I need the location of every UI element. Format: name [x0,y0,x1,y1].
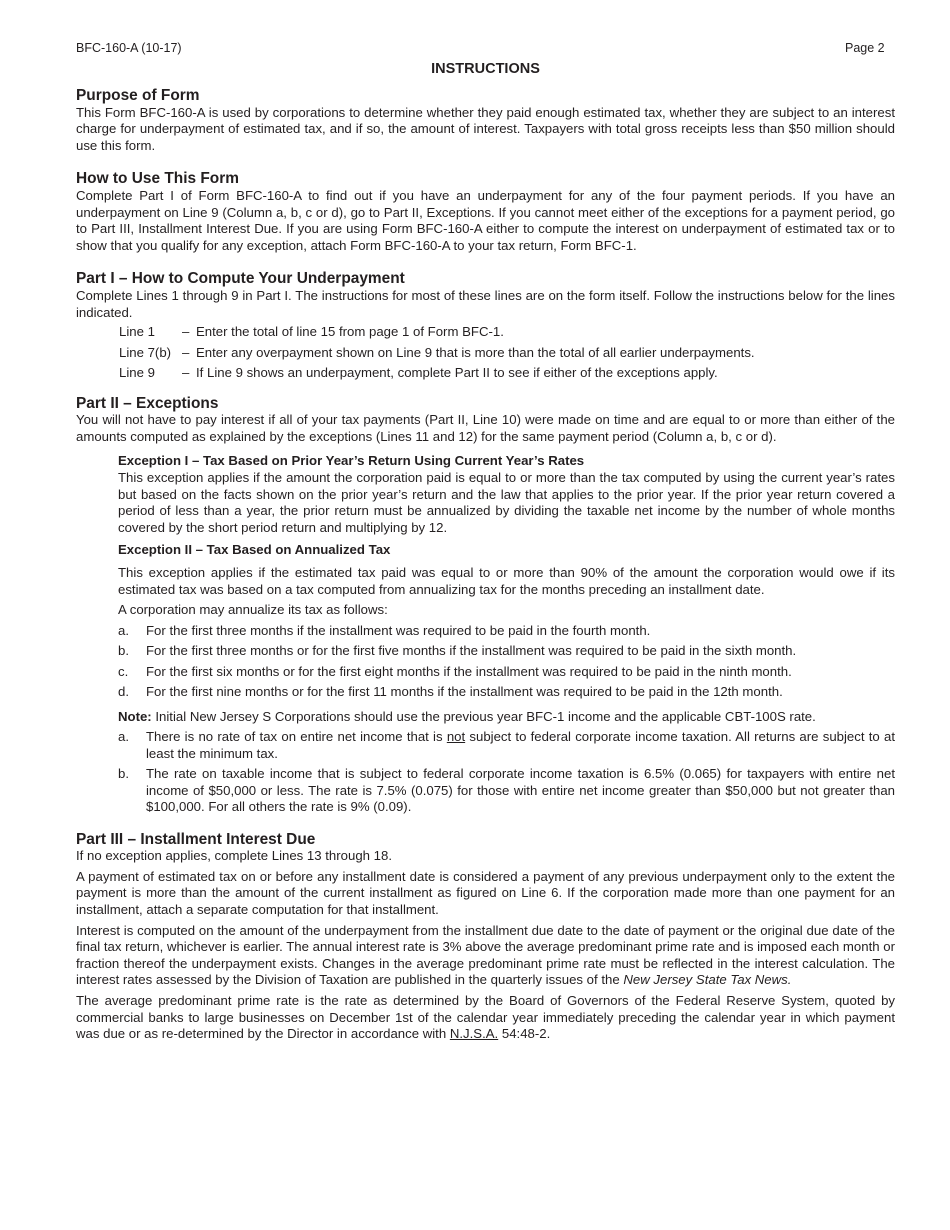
section-purpose [76,88,895,154]
note-paragraph [118,709,895,726]
line-text: Enter any overpayment shown on Line 9 that is more than the total of all earlier underpayments. [196,344,755,360]
list-item [118,664,895,681]
note-a-underlined: not [446,729,466,745]
section-text: This Form BFC-160-A is used by corporations to determine whether they paid enough estimated tax, whether they are subject to an interest charge for underpayment of estimated tax, and if so, the amount of interest. Taxpayers with total gross receipts less than $50 million should use this form. [76,104,895,153]
line-instruction-row [119,345,895,366]
section-heading: Part III – Installment Interest Due [76,830,316,848]
note-text: Initial New Jersey S Corporations should use the previous year BFC-1 income and the applicable CBT-100S rate. [151,708,816,724]
line-instruction-row [119,324,895,345]
line-text: If Line 9 shows an underpayment, complete Part II to see if either of the exceptions apply. [196,365,718,381]
list-marker: a. [118,622,129,638]
list-marker: b. [118,766,129,782]
list-item [118,643,895,660]
section-text: Complete Part I of Form BFC-160-A to find out if you have an underpayment for any of the four payment periods. If you have an underpayment on Line 9 (Column a, b, c or d), go to Part II, Exceptions. If you cannot meet either of the exceptions for a payment period, go to Part III, Installment Interest Due. If you are using Form BFC-160-A either to compute the interest on underpayment of estimated tax or to show that you qualify for any exception, attach Form BFC-160-A to your tax return, Form BFC-1. [76,187,895,253]
line-label: Line 7(b) [119,344,172,360]
note-a-text-end: subject to federal corporate income taxation. All returns are subject to at least the minimum tax. [146,729,895,761]
instructions-body [76,88,895,1043]
publication-name: New Jersey State Tax News. [623,972,792,988]
list-marker: a. [118,729,129,745]
annualize-intro: A corporation may annualize its tax as follows: [118,602,388,618]
list-item [118,766,895,816]
line-label: Line 9 [119,365,155,381]
note-list [118,729,895,816]
exception-text: This exception applies if the estimated tax paid was equal to or more than 90% of the amount the corporation would owe if its estimated tax was based on a tax computed from annualizing tax for the months preceding an installment date. [118,564,895,597]
line-dash: – [182,365,190,381]
exception-2 [118,542,895,816]
page-title: INSTRUCTIONS [431,61,540,77]
section-part-2 [76,396,895,816]
line-instruction-row [119,365,895,386]
annualize-list [118,623,895,701]
list-item [118,684,895,701]
list-item [118,729,895,762]
list-text: For the first three months if the installment was required to be paid in the fourth month. [146,622,651,638]
section-heading: Part I – How to Compute Your Underpayment [76,270,405,288]
line-dash: – [182,344,190,360]
list-text: For the first six months or for the first eight months if the installment was required to be paid in the ninth month. [146,663,792,679]
list-text: The rate on taxable income that is subject to federal corporate income taxation is 6.5% (0.065) for taxpayers with entire net income of $50,000 or less. The rate is 7.5% (0.075) for those with entire net income greater than $50,000 but not greater than $100,000. For all others the rate is 9% (0.09). [146,766,895,815]
section-text [76,923,895,989]
statute-number: 54:48-2. [498,1026,551,1042]
form-id: BFC-160-A (10-17) [76,41,182,55]
section-text: You will not have to pay interest if all of your tax payments (Part II, Line 10) were made on time and are equal to or more than either of the amounts computed as explained by the exceptions (Lines 11 and 12) for the same payment period (Column a, b, c or d). [76,412,895,444]
prime-rate-text: The average predominant prime rate is the rate as determined by the Board of Governors of the Federal Reserve System, quoted by commercial banks to large businesses on December 1st of the calendar year immediately preceding the calendar year in which payment was due or as re-determined by the Director in accordance with [76,993,895,1042]
exception-heading: Exception II – Tax Based on Annualized Tax [118,542,391,558]
interest-text: Interest is computed on the amount of the underpayment from the installment due date to the date of payment or the original due date of the final tax return, whichever is earlier. The annual interest rate is 3% above the average predominant prime rate and is imposed each month or fraction thereof the underpayment exists. Changes in the average predominant prime rate must be reflected in the interest calculation. The interest rates assessed by the Division of Taxation are published in the quarterly issues of the [76,922,895,988]
list-text: For the first three months or for the first five months if the installment was required to be paid in the sixth month. [146,643,797,659]
section-heading: Purpose of Form [76,87,200,104]
section-heading: Part II – Exceptions [76,394,219,412]
statute-reference: N.J.S.A. [449,1026,499,1042]
list-item [118,623,895,640]
section-text: A payment of estimated tax on or before any installment date is considered a payment of any previous underpayment only to the extent the payment is more than the amount of the current installment as figured on Line 6. If the corporation made more than one payment for an installment, attach a separate computation for that installment. [76,868,895,918]
note-label: Note: [118,708,152,724]
section-part-1 [76,271,895,385]
exception-1 [118,453,895,536]
section-text: If no exception applies, complete Lines 13 through 18. [76,848,392,864]
list-marker: d. [118,683,129,699]
list-marker: c. [118,663,129,679]
note-a-text: There is no rate of tax on entire net income that is [146,729,447,745]
section-text: Complete Lines 1 through 9 in Part I. The instructions for most of these lines are on the form itself. Follow the instructions below for the lines indicated. [76,287,895,320]
line-dash: – [182,324,190,340]
exception-heading: Exception I – Tax Based on Prior Year’s Return Using Current Year’s Rates [118,453,585,469]
exception-text: This exception applies if the amount the corporation paid is equal to or more than the tax computed by using the current year’s rates but based on the facts shown on the prior year’s return and the law that applies to the prior year. If the prior year return covered a period of less than a year, the prior return must be annualized by dividing the taxable net income by the number of whole months covered by the short period return and multiplying by 12. [118,470,895,535]
line-label: Line 1 [119,324,155,340]
page-number: Page 2 [845,41,885,55]
line-instructions [119,324,895,386]
list-text [146,729,895,762]
list-text: For the first nine months or for the first 11 months if the installment was required to be paid in the 12th month. [146,683,783,699]
list-marker: b. [118,643,129,659]
section-part-3 [76,832,895,1043]
section-heading: How to Use This Form [76,170,239,188]
line-text: Enter the total of line 15 from page 1 of Form BFC-1. [196,324,504,340]
section-how-to-use [76,171,895,254]
section-text [76,993,895,1043]
